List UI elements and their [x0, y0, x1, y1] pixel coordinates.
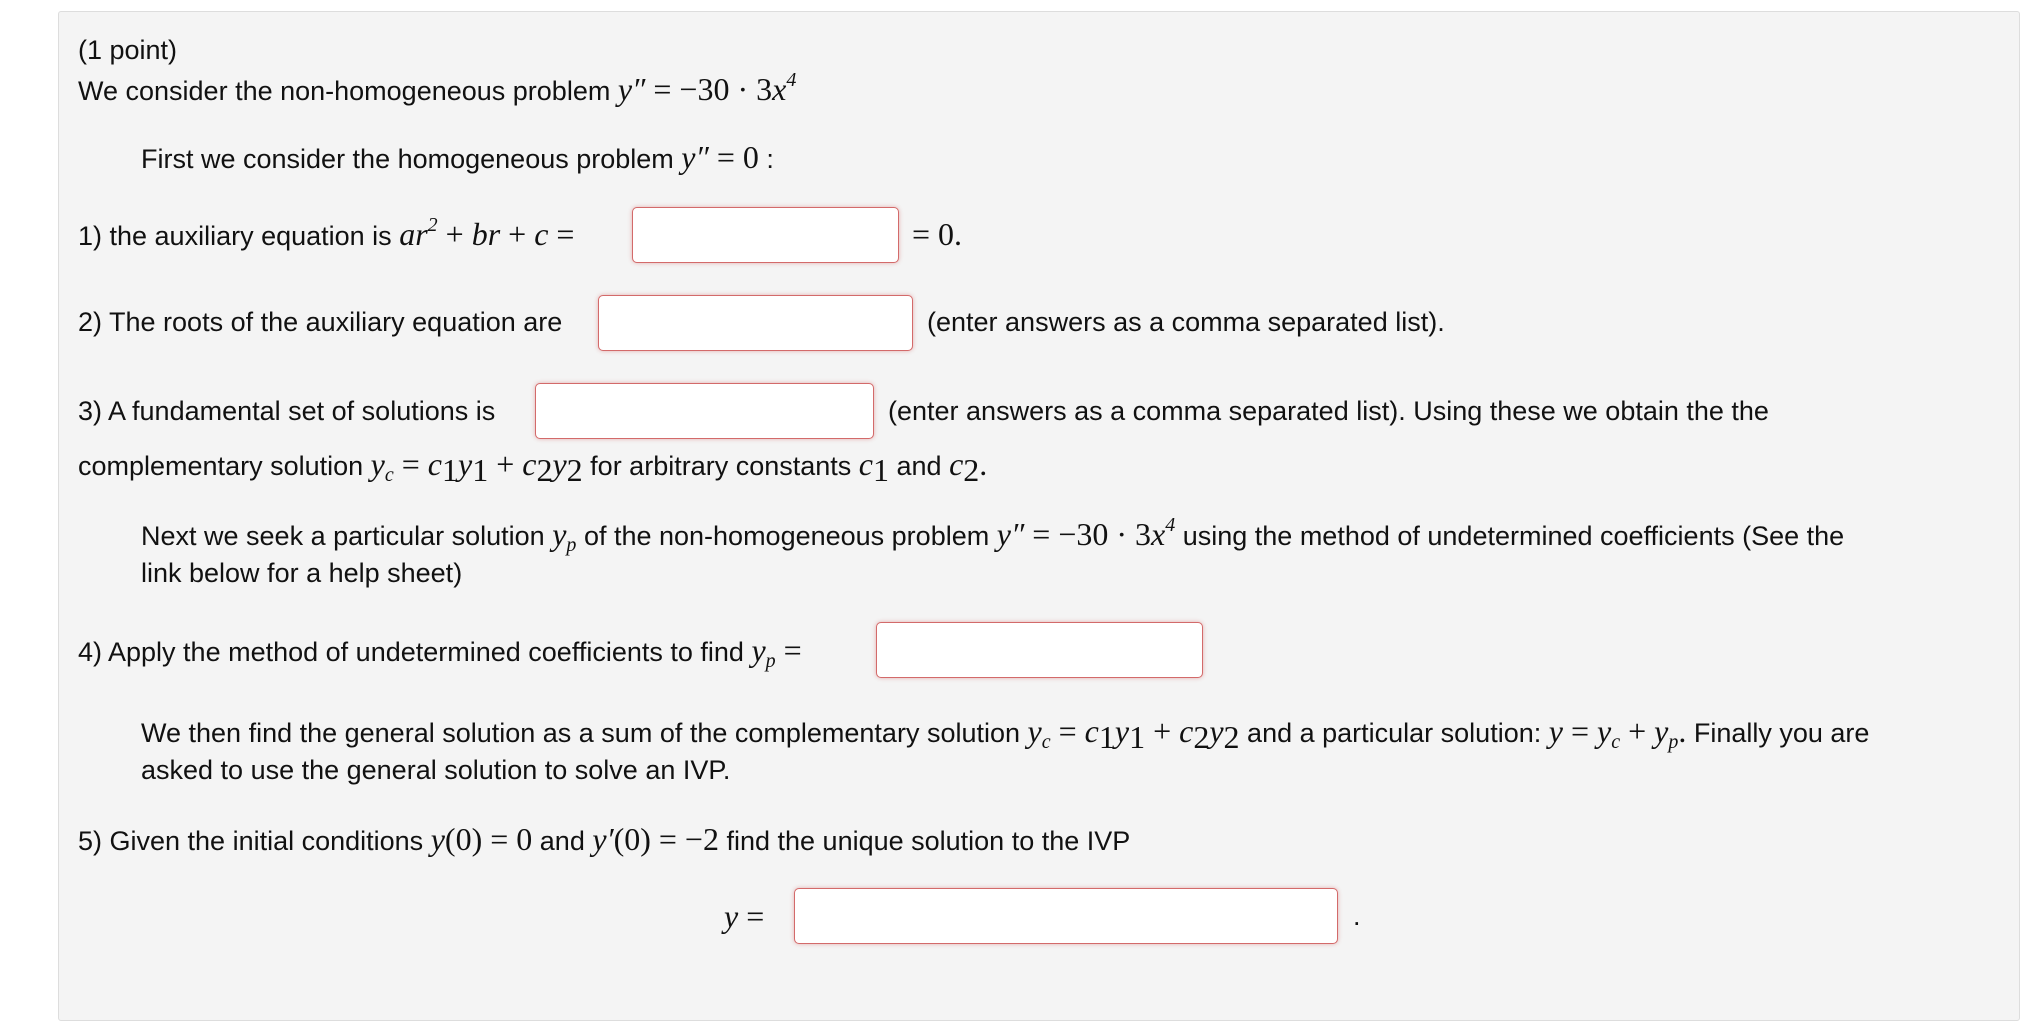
q3-arbitrary-text: for arbitrary constants	[590, 451, 852, 481]
q5-line	[78, 822, 1130, 858]
q2-line	[78, 305, 562, 339]
intro-line	[78, 69, 797, 108]
q4-lhs: $y_p$ =	[751, 632, 802, 672]
general-text-b: and a particular solution:	[1247, 718, 1542, 748]
homog-line	[141, 140, 774, 176]
general-text-c: Finally you are	[1693, 718, 1870, 748]
homog-text: First we consider the homogeneous problem	[141, 144, 674, 174]
points-label	[78, 33, 177, 67]
q3-suffix: (enter answers as a comma separated list). Using these we obtain the the	[888, 396, 1769, 426]
q5-and: and	[539, 826, 585, 856]
q3-c1: $c_1$	[858, 446, 889, 488]
q3-and: and	[896, 451, 942, 481]
q3-prefix: 3) A fundamental set of solutions is	[78, 396, 496, 426]
q5-end: .	[1353, 901, 1361, 931]
general-text-a: We then find the general solution as a sum of the complementary solution	[141, 718, 1021, 748]
intro-equation: $y'' = -30 \cdot 3x^4$	[617, 69, 797, 107]
q1-suffix: = 0.	[912, 216, 963, 252]
particular-text-c: using the method of undetermined coefficients (See the	[1182, 521, 1845, 551]
q5-text-a: 5) Given the initial conditions	[78, 826, 424, 856]
homog-equation: y″ = 0	[681, 139, 759, 175]
fundamental-set-input[interactable]	[535, 383, 874, 439]
intro-text: We consider the non-homogeneous problem	[78, 76, 611, 106]
points-text: (1 point)	[78, 35, 178, 65]
particular-text-a: Next we seek a particular solution	[141, 521, 545, 551]
general-eq1: $y_c = c_1y_1 + c_2y_2$	[1027, 713, 1240, 755]
q3-line	[78, 394, 495, 428]
q3-complementary-text: complementary solution	[78, 451, 364, 481]
q1-prefix: 1) the auxiliary equation is	[78, 221, 392, 251]
q2-suffix: (enter answers as a comma separated list).	[927, 307, 1445, 337]
q3-line2	[78, 446, 988, 488]
q5-text-b: find the unique solution to the IVP	[726, 826, 1131, 856]
general-eq2: $y = y_c + y_p$.	[1548, 713, 1687, 753]
q4-line	[78, 632, 802, 672]
q2-prefix: 2) The roots of the auxiliary equation are	[78, 307, 563, 337]
q3-c2: $c_2$.	[949, 446, 988, 488]
ivp-solution-input[interactable]	[794, 888, 1338, 944]
q5-ic1: y(0) = 0	[430, 821, 533, 857]
particular-solution-input[interactable]	[876, 622, 1203, 678]
q1-line	[78, 214, 575, 253]
particular-equation: $y'' = -30 \cdot 3x^4$	[996, 514, 1176, 552]
particular-line2: link below for a help sheet)	[141, 558, 463, 588]
particular-text-b: of the non-homogeneous problem	[583, 521, 990, 551]
q5-y-equals: y =	[724, 898, 765, 934]
q3-complementary-equation: $y_c = c_1y_1 + c_2y_2$	[370, 446, 583, 488]
q4-prefix: 4) Apply the method of undetermined coefficients to find	[78, 637, 744, 667]
homog-colon: :	[766, 144, 774, 174]
general-line	[141, 713, 1870, 755]
particular-line	[141, 514, 1845, 556]
q1-lhs: $ar^2$ + br + c =	[399, 214, 575, 252]
auxiliary-equation-input[interactable]	[632, 207, 899, 263]
general-line2: asked to use the general solution to solve an IVP.	[141, 755, 731, 785]
q5-lhs	[724, 899, 764, 935]
q5-ic2: y′(0) = −2	[592, 821, 719, 857]
roots-input[interactable]	[598, 295, 913, 351]
particular-yp: $y_p$	[552, 516, 577, 556]
